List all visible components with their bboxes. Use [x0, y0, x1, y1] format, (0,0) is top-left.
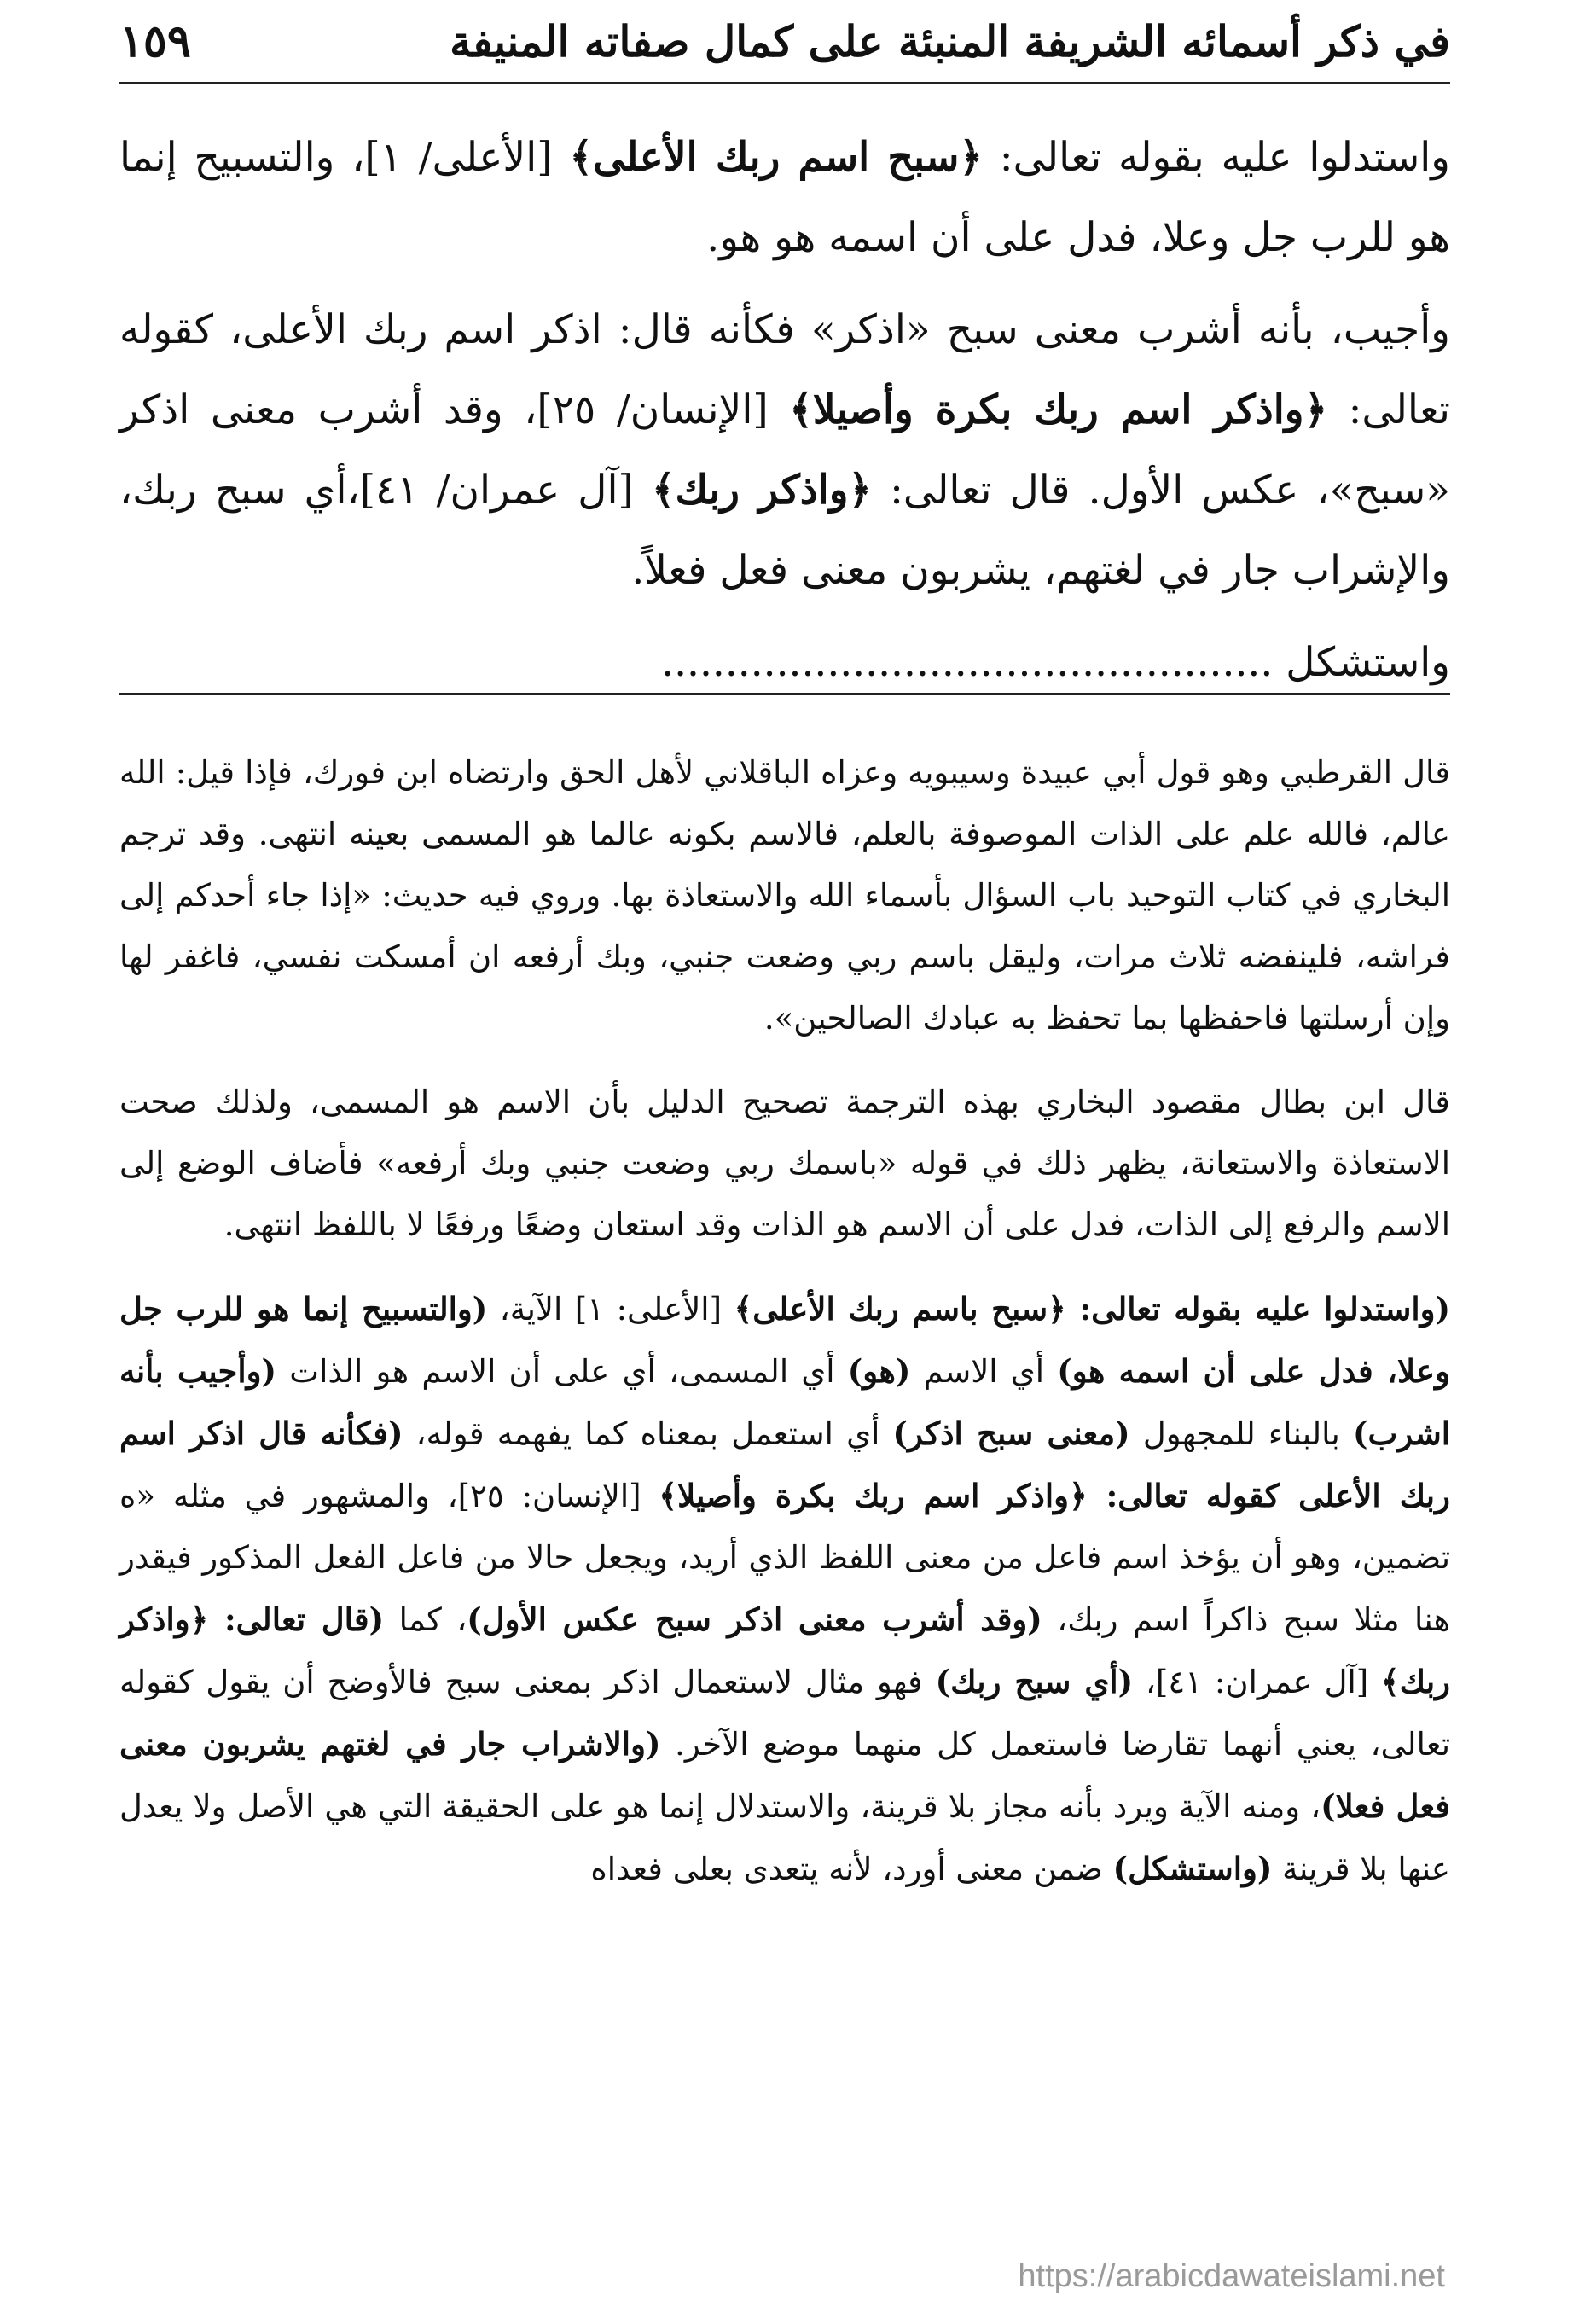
quoted-matn: (وأجيب بأنه اشرب) — [119, 1352, 1450, 1452]
main-text — [119, 118, 1450, 703]
commentary-paragraph-1: قال القرطبي وهو قول أبي عبيدة وسيبويه وعزاه الباقلاني لأهل الحق وارتضاه ابن فورك، فإذا قيل: الله عالم، فالله علم على الذات الموصوفة بالعلم، فالاسم بكونه عالما هو المسمى بعينه انتهى. وقد ترجم البخاري في كتاب التوحيد باب السؤال بأسماء الله والاستعاذة بها. وروي فيه حديث: «إذا جاء أحدكم إلى فراشه، فلينفضه ثلاث مرات، وليقل باسم ربي وضعت جنبي، وبك أرفعه ان أمسكت نفسي، فاغفر لها وإن أرسلتها فاحفظها بما تحفظ به عبادك الصالحين». — [119, 754, 1450, 1037]
quoted-matn: (والتسبيح إنما هو للرب جل وعلا، فدل على أن اسمه هو) — [119, 1290, 1450, 1390]
sharh-text: [الإنسان: ٢٥]، والمشهور في مثله «ه تضمين، وهو أن يؤخذ اسم فاعل من معنى اللفظ الذي أريد، ويجعل حالا من فاعل الفعل المذكور فيقدر هنا مثلا سبح ذاكراً اسم ربك، — [119, 1478, 1450, 1638]
sharh-text: أي الاسم — [910, 1353, 1058, 1390]
main-p2-text-3: [آل عمران/ ٤١]،أي سبح ربك، والإشراب جار في لغتهم، يشربون معنى فعل فعلاً. — [119, 467, 1450, 594]
sharh-text: [آل عمران: ٤١]، — [1133, 1664, 1381, 1700]
quoted-matn: (وقد أشرب معنى اذكر سبح عكس الأول) — [467, 1601, 1042, 1638]
sharh-text: [الأعلى: ١] الآية، — [487, 1291, 734, 1328]
main-p2-text-1: وأجيب، بأنه أشرب معنى سبح «اذكر» فكأنه قال: اذكر اسم ربك الأعلى، كقوله تعالى: — [119, 306, 1450, 433]
main-p1-text-2: [الأعلى/ ١]، والتسبيح إنما هو للرب جل وعلا، فدل على أن اسمه هو هو. — [119, 134, 1450, 261]
quoted-matn: (قال تعالى: ﴿واذكر ربك﴾ — [119, 1601, 1451, 1700]
website-watermark: https://arabicdawateislami.net — [1018, 2258, 1445, 2294]
sharh-text: أي استعمل بمعناه كما يفهمه قوله، — [403, 1415, 893, 1452]
commentary-paragraph-2: قال ابن بطال مقصود البخاري بهذه الترجمة تصحيح الدليل بأن الاسم هو المسمى، ولذلك صحت الاستعاذة والاستعانة، يظهر ذلك في قوله «باسمك ربي وضعت جنبي وبك أرفعه» فأضاف الوضع إلى الاسم والرفع إلى الذات، فدل على أن الاسم هو الذات وقد استعان وضعًا ورفعًا لا باللفظ انتهى. — [119, 1084, 1450, 1243]
main-paragraph-2 — [119, 290, 1450, 611]
quran-verse: ﴿واذكر اسم ربك بكرة وأصيلا﴾ — [789, 386, 1327, 433]
quran-verse: ﴿سبح اسم ربك الأعلى﴾ — [569, 134, 983, 181]
running-title: في ذكر أسمائه الشريفة المنبئة على كمال صفاته المنيفة — [450, 15, 1450, 67]
sharh-text: ، كما — [384, 1601, 467, 1638]
quoted-matn: (فكأنه قال اذكر اسم ربك الأعلى كقوله تعالى: ﴿واذكر اسم ربك بكرة وأصيلا﴾ — [119, 1415, 1450, 1514]
main-p1-text-1: واستدلوا عليه بقوله تعالى: — [982, 134, 1450, 181]
quran-verse: ﴿واذكر ربك﴾ — [651, 467, 872, 514]
commentary-paragraph-3 — [119, 1278, 1450, 1900]
quoted-matn: (هو) — [847, 1352, 911, 1390]
sharh-text: بالبناء للمجهول — [1129, 1415, 1353, 1452]
page-number: ١٥٩ — [119, 15, 191, 67]
quoted-matn: (واستشكل) — [1112, 1850, 1273, 1887]
sharh-text: ضمن معنى أورد، لأنه يتعدى بعلى فعداه — [590, 1850, 1113, 1887]
quoted-matn: (والاشراب جار في لغتهم يشربون معنى فعل فعلا) — [119, 1725, 1451, 1825]
quoted-matn: (معنى سبح اذكر) — [892, 1415, 1130, 1452]
sharh-text: ، ومنه الآية ويرد بأنه مجاز بلا قرينة، والاستدلال إنما هو على الحقيقة التي هي الأصل ولا يعدل عنها بلا قرينة — [119, 1788, 1450, 1887]
quoted-matn: (أي سبح ربك) — [935, 1663, 1134, 1700]
commentary-separator — [119, 693, 1450, 695]
sharh-text: أي المسمى، أي على أن الاسم هو الذات — [276, 1353, 848, 1390]
main-p2-text-2: [الإنسان/ ٢٥]، وقد أشرب معنى اذكر «سبح»، عكس الأول. قال تعالى: — [119, 386, 1450, 514]
main-paragraph-3: واستشكل ................................................ — [661, 639, 1450, 686]
sharh-text: فهو مثال لاستعمال اذكر بمعنى سبح فالأوضح أن يقول كقوله تعالى، يعني أنهما تقارضا فاستعمل كل منهما موضع الآخر. — [119, 1664, 1450, 1763]
page-header — [119, 7, 1450, 75]
main-paragraph-1 — [119, 118, 1450, 278]
quoted-matn: (واستدلوا عليه بقوله تعالى: ﴿سبح باسم ربك الأعلى﴾ — [734, 1290, 1450, 1328]
header-rule — [119, 82, 1450, 84]
commentary — [119, 742, 1450, 1922]
